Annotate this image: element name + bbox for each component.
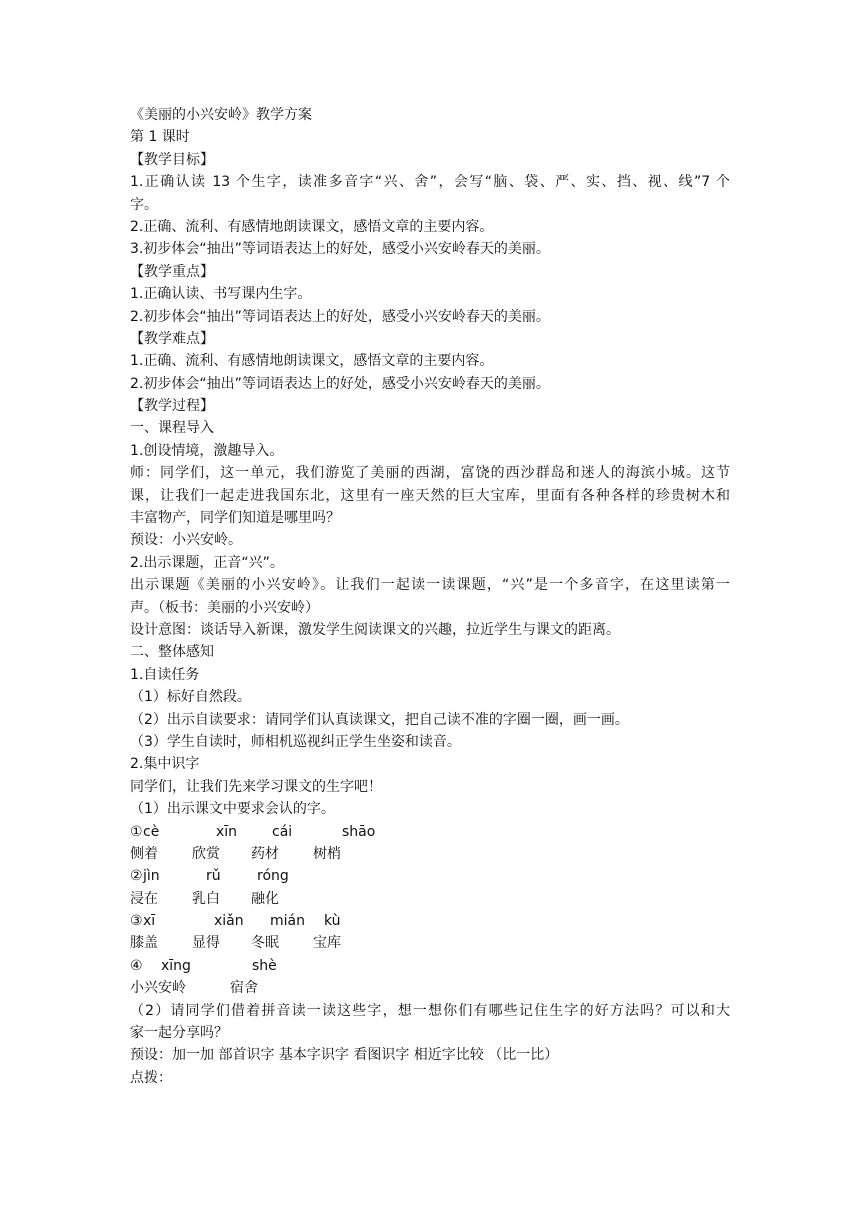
pinyin: cè	[143, 823, 160, 840]
goal-2: 2.正确、流利、有感情地朗读课文，感悟文章的主要内容。	[130, 218, 494, 235]
topic-line-1: 出示课题《美丽的小兴安岭》。让我们一起读一读课题，“兴”是一个多音字，在这里读第一	[130, 577, 730, 594]
word: 乳白	[192, 890, 220, 907]
word: 显得	[192, 935, 220, 952]
lesson-plan-page	[130, 104, 730, 1089]
pinyin: cái	[272, 823, 293, 840]
pinyin: róng	[257, 868, 289, 885]
goal-1-line-2: 字。	[130, 196, 158, 213]
pinyin-row-4	[130, 955, 730, 977]
word-row-2	[130, 888, 730, 910]
self-read-sub-2: （2）出示自读要求：请同学们认真读课文，把自己读不准的字圈一圈，画一画。	[130, 711, 629, 728]
difficulty-1: 1.正确、流利、有感情地朗读课文，感悟文章的主要内容。	[130, 353, 494, 370]
lesson-number: 第 1 课时	[130, 129, 190, 146]
word: 宝库	[313, 935, 341, 952]
group-2-number: ②	[130, 868, 143, 885]
group-3-number: ③	[130, 913, 143, 930]
q2-line-1: （2）请同学们借着拼音读一读这些字，想一想你们有哪些记住生字的好方法吗？可以和大	[130, 1002, 730, 1019]
part-2-step-1: 1.自读任务	[130, 666, 200, 683]
process-heading: 【教学过程】	[130, 398, 214, 415]
memory-methods: 预设：加一加 部首识字 基本字识字 看图识字 相近字比较 （比一比）	[130, 1047, 559, 1064]
pinyin: mián	[270, 913, 305, 930]
pinyin: kù	[324, 913, 341, 930]
word: 小兴安岭	[130, 980, 186, 997]
pinyin: xīn	[216, 823, 238, 840]
word: 侧着	[130, 845, 158, 862]
pinyin: rǔ	[206, 868, 221, 885]
document-title: 《美丽的小兴安岭》教学方案	[130, 107, 312, 123]
difficulty-2: 2.初步体会“抽出”等词语表达上的好处，感受小兴安岭春天的美丽。	[130, 375, 550, 392]
teacher-speech-line-3: 丰富物产，同学们知道是哪里吗？	[130, 510, 340, 527]
word: 树梢	[313, 845, 341, 862]
word: 欣赏	[192, 845, 220, 862]
key-points-heading: 【教学重点】	[130, 263, 214, 280]
word: 膝盖	[130, 935, 158, 952]
pinyin: xī	[143, 913, 156, 930]
part-2-step-2: 2.集中识字	[130, 756, 200, 773]
word: 融化	[251, 890, 279, 907]
pinyin: shè	[252, 957, 277, 974]
difficulties-heading: 【教学难点】	[130, 330, 214, 347]
word-row-1	[130, 843, 730, 865]
self-read-sub-3: （3）学生自读时，师相机巡视纠正学生坐姿和读音。	[130, 733, 461, 750]
q2-line-2: 家一起分享吗？	[130, 1025, 228, 1042]
part-1-step-2: 2.出示课题，正音“兴”。	[130, 554, 284, 571]
word-row-4	[130, 977, 730, 999]
pinyin: shāo	[342, 823, 376, 840]
pinyin: xiǎn	[214, 913, 244, 930]
teacher-speech-line-1: 师：同学们，这一单元，我们游览了美丽的西湖，富饶的西沙群岛和迷人的海滨小城。这节	[130, 465, 730, 482]
group-4-number: ④	[130, 957, 143, 974]
topic-line-2: 声。（板书：美丽的小兴安岭）	[130, 599, 319, 616]
hint-label: 点拨：	[130, 1069, 172, 1086]
literacy-intro: 同学们，让我们先来学习课文的生字吧！	[130, 778, 382, 795]
preset-answer: 预设：小兴安岭。	[130, 532, 242, 549]
group-1-number: ①	[130, 823, 143, 840]
design-intent: 设计意图：谈话导入新课，激发学生阅读课文的兴趣，拉近学生与课文的距离。	[130, 621, 620, 638]
goals-heading: 【教学目标】	[130, 151, 214, 168]
part-1-heading: 一、课程导入	[130, 420, 214, 437]
word: 冬眠	[251, 935, 279, 952]
key-point-1: 1.正确认读、书写课内生字。	[130, 286, 312, 303]
word: 药材	[251, 845, 279, 862]
part-1-step-1: 1.创设情境，激趣导入。	[130, 442, 284, 459]
goal-1-line-1: 1.正确认读 13 个生字，读准多音字“兴、舍”，会写“脑、袋、严、实、挡、视、线”7 个	[130, 174, 730, 191]
goal-3: 3.初步体会“抽出”等词语表达上的好处，感受小兴安岭春天的美丽。	[130, 241, 550, 258]
pinyin-row-1	[130, 821, 730, 843]
part-2-heading: 二、整体感知	[130, 644, 214, 661]
self-read-sub-1: （1）标好自然段。	[130, 689, 251, 706]
word: 浸在	[130, 890, 158, 907]
show-characters: （1）出示课文中要求会认的字。	[130, 801, 335, 818]
word: 宿舍	[230, 980, 258, 997]
key-point-2: 2.初步体会“抽出”等词语表达上的好处，感受小兴安岭春天的美丽。	[130, 308, 550, 325]
pinyin-row-3	[130, 910, 730, 932]
teacher-speech-line-2: 课，让我们一起走进我国东北，这里有一座天然的巨大宝库，里面有各种各样的珍贵树木和	[130, 487, 730, 504]
pinyin: xīng	[161, 957, 191, 974]
pinyin-row-2	[130, 865, 730, 887]
word-row-3	[130, 932, 730, 954]
pinyin: jìn	[143, 868, 160, 885]
